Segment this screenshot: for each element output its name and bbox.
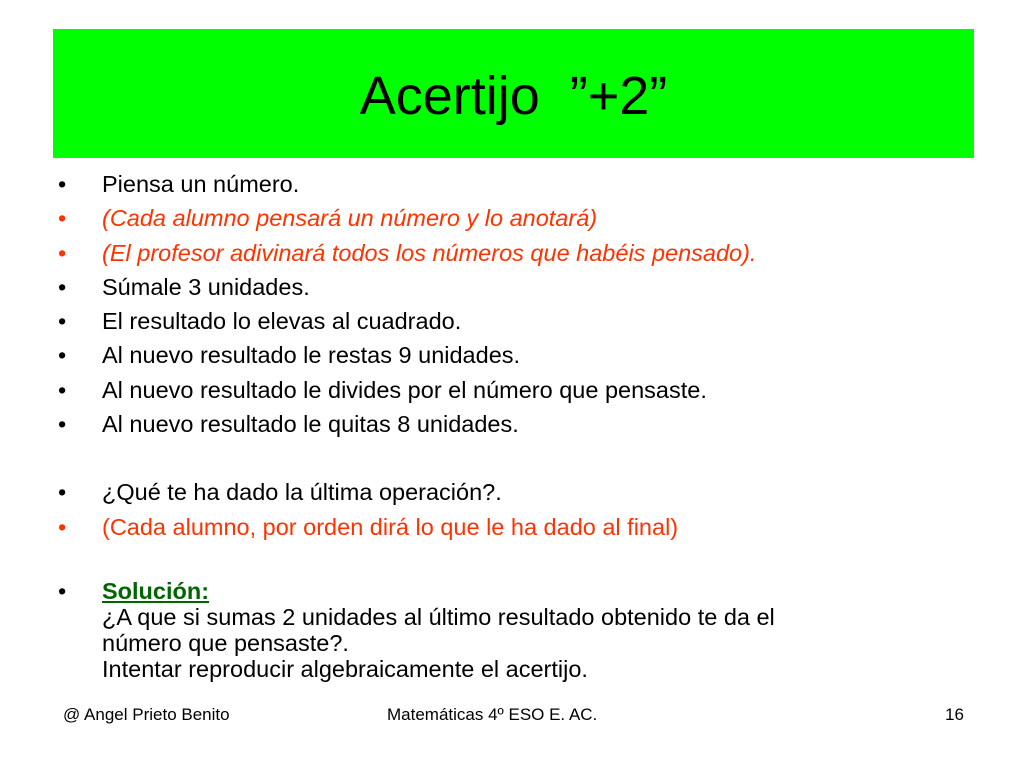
bullet-item bbox=[58, 510, 988, 544]
bullet-icon: • bbox=[58, 239, 67, 266]
bullet-text: Al nuevo resultado le restas 9 unidades. bbox=[102, 342, 521, 369]
bullet-text: El resultado lo elevas al cuadrado. bbox=[102, 308, 462, 335]
bullet-item bbox=[58, 236, 988, 270]
footer-author: @ Angel Prieto Benito bbox=[63, 705, 230, 724]
solution-heading: Solución: bbox=[102, 577, 210, 604]
bullet-icon: • bbox=[58, 479, 67, 506]
bullet-icon: • bbox=[58, 342, 67, 369]
bullet-text: (Cada alumno, por orden dirá lo que le ha dado al final) bbox=[102, 513, 679, 540]
footer-page-number: 16 bbox=[945, 705, 964, 724]
bullet-icon: • bbox=[58, 171, 67, 197]
solution-line: Intentar reproducir algebraicamente el acertijo. bbox=[102, 655, 588, 682]
bullet-text: (El profesor adivinará todos los números que habéis pensado). bbox=[102, 239, 757, 266]
bullet-icon: • bbox=[58, 205, 67, 232]
bullet-icon: • bbox=[58, 513, 67, 540]
bullet-item bbox=[58, 373, 988, 407]
bullet-icon: • bbox=[58, 376, 67, 403]
bullet-item bbox=[58, 167, 988, 201]
bullet-text: (Cada alumno pensará un número y lo anotará) bbox=[102, 205, 598, 232]
bullet-item bbox=[58, 304, 988, 338]
bullet-icon: • bbox=[58, 411, 67, 438]
solution-item bbox=[58, 578, 988, 682]
bullet-text: Súmale 3 unidades. bbox=[102, 273, 310, 300]
title-band bbox=[53, 29, 974, 158]
bullet-item bbox=[58, 270, 988, 304]
bullet-text: Piensa un número. bbox=[102, 171, 300, 197]
bullet-text: Al nuevo resultado le quitas 8 unidades. bbox=[102, 411, 519, 438]
bullet-item bbox=[58, 407, 988, 441]
bullet-text: Al nuevo resultado le divides por el número que pensaste. bbox=[102, 376, 707, 403]
bullet-icon: • bbox=[58, 308, 67, 335]
slide-title: Acertijo ”+2” bbox=[359, 65, 668, 126]
bullet-item bbox=[58, 475, 988, 509]
bullet-icon: • bbox=[58, 273, 67, 300]
footer-course: Matemáticas 4º ESO E. AC. bbox=[387, 705, 598, 724]
solution-line: ¿A que si sumas 2 unidades al último resultado obtenido te da el bbox=[102, 603, 775, 630]
bullet-item bbox=[58, 338, 988, 372]
solution-line: número que pensaste?. bbox=[102, 629, 349, 656]
bullet-icon: • bbox=[58, 577, 67, 604]
bullet-item bbox=[58, 201, 988, 235]
bullet-text: ¿Qué te ha dado la última operación?. bbox=[102, 479, 502, 506]
bullet-list bbox=[58, 167, 988, 682]
